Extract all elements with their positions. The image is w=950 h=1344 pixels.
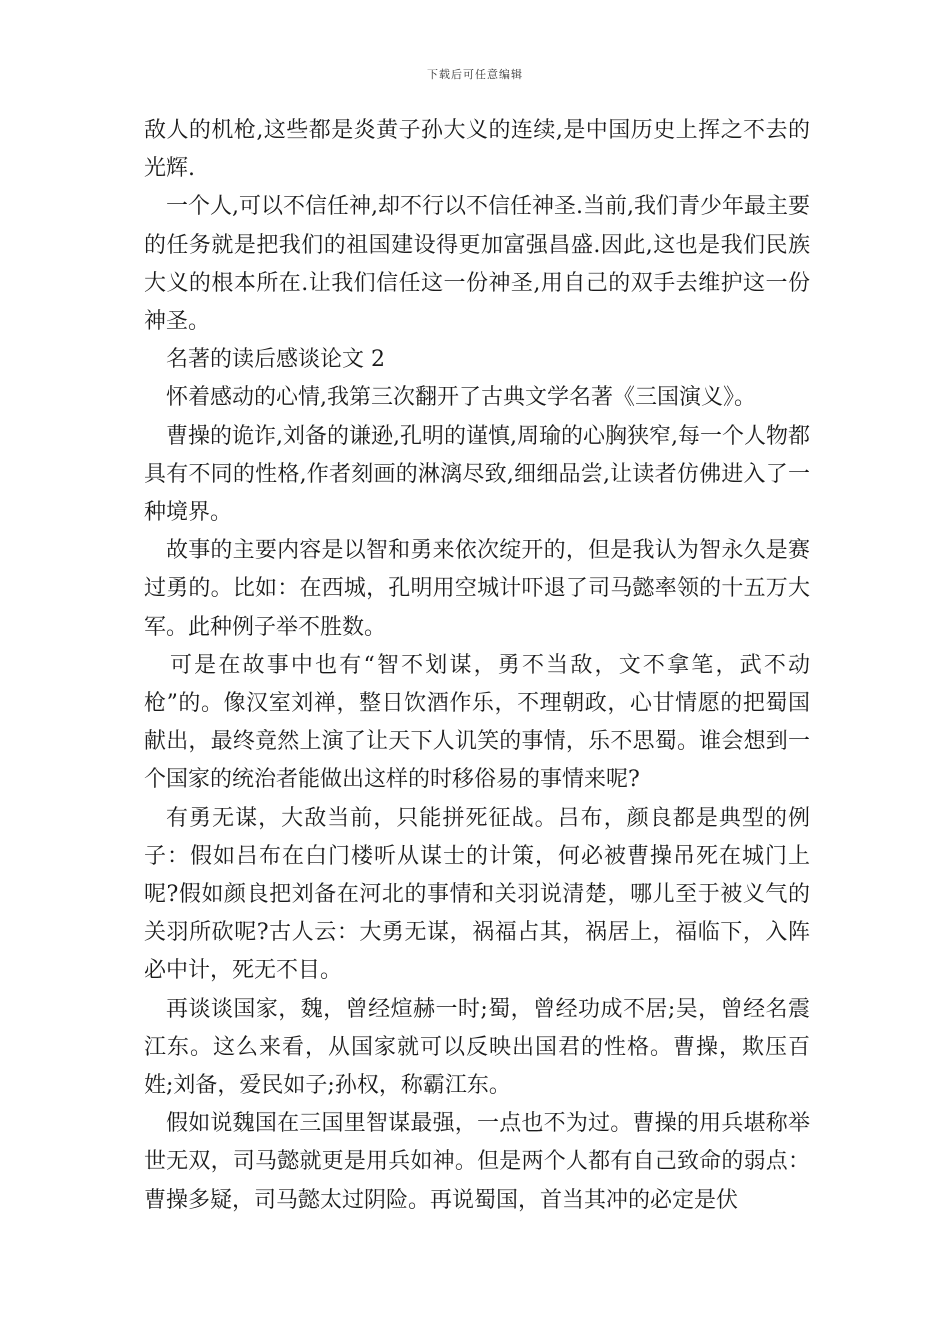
paragraph: 可是在故事中也有“智不划谋，勇不当敌，文不拿笔，武不动枪”的。像汉室刘禅，整日饮酒作乐，不理朝政，心甘情愿的把蜀国献出，最终竟然上演了让天下人讥笑的事情，乐不思蜀。谁会想到一个国家的统治者能做出这样的时移俗易的事情来呢? <box>144 652 810 793</box>
paragraph: 敌人的机枪,这些都是炎黄子孙大义的连续,是中国历史上挥之不去的光辉. <box>144 118 810 182</box>
paragraph: 怀着感动的心情,我第三次翻开了古典文学名著《三国演义》。 <box>166 385 756 411</box>
paragraph: 有勇无谋，大敌当前，只能拼死征战。吕布，颜良都是典型的例子：假如吕布在白门楼听从谋士的计策，何必被曹操吊死在城门上呢?假如颜良把刘备在河北的事情和关羽说清楚，哪儿至于被义气的关羽所砍呢?古人云：大勇无谋，祸福占其，祸居上，福临下，入阵必中计，死无不目。 <box>144 805 810 984</box>
paragraph: 再谈谈国家，魏，曾经煊赫一时;蜀，曾经功成不居;吴，曾经名震江东。这么来看，从国家就可以反映出国君的性格。曹操，欺压百姓;刘备，爱民如子;孙权，称霸江东。 <box>144 996 810 1099</box>
paragraph: 一个人,可以不信任神,却不行以不信任神圣.当前,我们青少年最主要的任务就是把我们的祖国建设得更加富强昌盛.因此,这也是我们民族大义的根本所在.让我们信任这一份神圣,用自己的双手去维护这一份神圣。 <box>144 194 810 335</box>
paragraph: 曹操的诡诈,刘备的谦逊,孔明的谨慎,周瑜的心胸狭窄,每一个人物都具有不同的性格,作者刻画的淋漓尽致,细细品尝,让读者仿佛进入了一种境界。 <box>144 423 810 526</box>
section-heading: 名著的读后感谈论文 2 <box>166 347 385 373</box>
paragraph: 故事的主要内容是以智和勇来依次绽开的，但是我认为智永久是赛过勇的。比如：在西城，孔明用空城计吓退了司马懿率领的十五万大军。此种例子举不胜数。 <box>144 538 810 640</box>
document-body <box>144 112 810 1220</box>
paragraph: 假如说魏国在三国里智谋最强，一点也不为过。曹操的用兵堪称举世无双，司马懿就更是用兵如神。但是两个人都有自己致命的弱点：曹操多疑，司马懿太过阴险。再说蜀国，首当其冲的必定是伏 <box>144 1111 810 1213</box>
page-header: 下载后可任意编辑 <box>427 68 523 81</box>
